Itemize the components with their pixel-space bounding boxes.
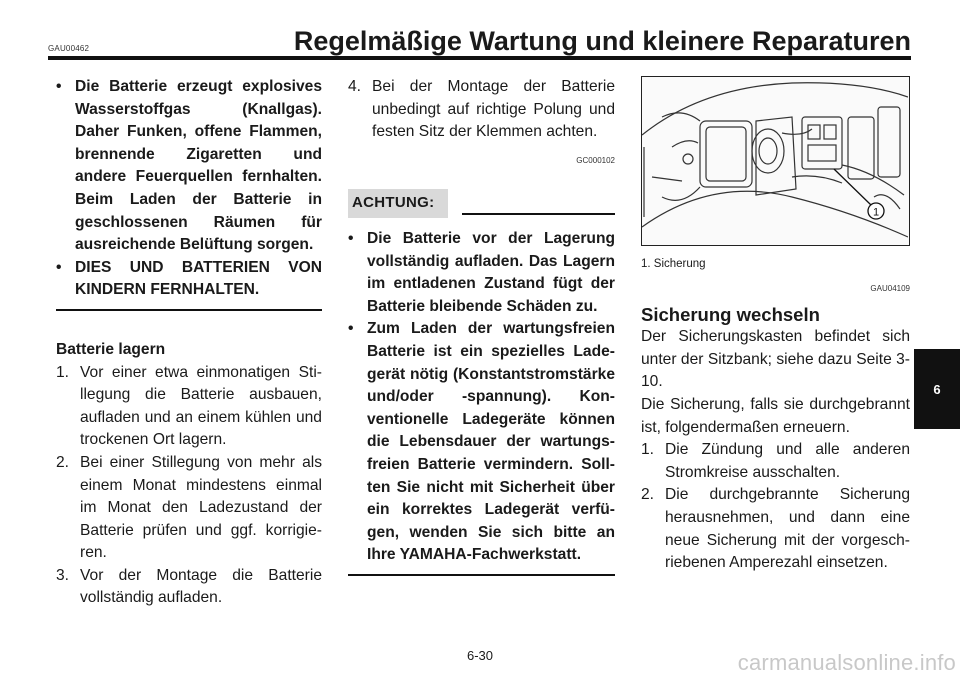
header-rule bbox=[48, 56, 911, 60]
step-number: 2. bbox=[56, 453, 70, 471]
warning-item: • DIES UND BATTERIEN VON KINDERN FERNHALTEN. bbox=[56, 257, 322, 302]
section-code-right: GAU04109 bbox=[870, 283, 910, 293]
caution-list bbox=[348, 228, 615, 567]
chapter-number: 6 bbox=[933, 381, 941, 397]
step-number: 2. bbox=[641, 486, 655, 504]
caution-header bbox=[348, 189, 615, 218]
figure-caption: 1. Sicherung bbox=[641, 258, 706, 270]
callout-leader bbox=[834, 169, 871, 205]
step-number: 4. bbox=[348, 78, 362, 95]
caution-item: • Zum Laden der wartungsfreien Batterie ist ein spezielles Ladegerät nötig (Konstantstromstärke und/oder -spannung). Konventionelle Ladegeräte können die Lebensdauer der wartungsfreien Batterie vermindern. Sollten Sie nicht mit Sicherheit über ein korrektes Ladegerät verfügen, wenden Sie sich bitte an Ihre YAMAHA-Fachwerkstatt. bbox=[348, 318, 615, 567]
caution-end-rule bbox=[348, 574, 615, 576]
list-item bbox=[641, 439, 910, 484]
storage-steps-continued bbox=[348, 76, 615, 144]
step-text: Vor der Montage die Batterie vollständig aufladen. bbox=[80, 566, 322, 607]
fuse-box-drawing bbox=[642, 77, 908, 244]
section-title: Sicherung wechseln bbox=[641, 304, 820, 326]
watermark: carmanualsonline.info bbox=[737, 650, 956, 675]
caution-label: ACHTUNG: bbox=[348, 189, 448, 218]
list-item bbox=[641, 484, 910, 574]
section-code: GAU00462 bbox=[48, 44, 90, 53]
caution-rule bbox=[462, 213, 615, 215]
fuse-box-figure bbox=[641, 76, 910, 246]
warning-list bbox=[56, 76, 322, 302]
page-number: 6-30 bbox=[466, 648, 494, 663]
step-number: 1. bbox=[641, 441, 655, 459]
warning-end-rule bbox=[56, 309, 322, 311]
list-item bbox=[348, 76, 615, 144]
storage-heading: Batterie lagern bbox=[56, 340, 166, 358]
column-right bbox=[641, 76, 910, 575]
page-title: Regelmäßige Wartung und kleinere Reparaturen bbox=[293, 26, 911, 56]
step-text: Die Zündung und alle anderen Stromkreise ausschalten. bbox=[665, 441, 910, 481]
paragraph: Die Sicherung, falls sie durchgebrannt ist, folgendermaßen erneuern. bbox=[641, 395, 910, 436]
step-text: Bei einer Stillegung von mehr als einem Monat mindestens einmal im Monat den Ladezustand der Batterie prüfen und ggf. korrigieren. bbox=[80, 453, 322, 562]
storage-steps bbox=[56, 362, 322, 611]
list-item bbox=[56, 452, 322, 565]
callout-number: 1 bbox=[872, 206, 880, 219]
step-number: 3. bbox=[56, 566, 70, 584]
warning-item: • Die Batterie erzeugt explosives Wasserstoffgas (Knallgas). Daher Funken, offene Flammen, brennende Zigaretten und andere Feuerquellen fernhalten. Beim Laden der Batterie in geschlossenen Räumen für ausreichende Belüftung sorgen. bbox=[56, 76, 322, 257]
step-number: 1. bbox=[56, 363, 70, 381]
paragraph: Der Sicherungskasten befindet sich unter der Sitzbank; siehe dazu Seite 3-10. bbox=[641, 328, 910, 391]
column-middle bbox=[348, 76, 615, 576]
caution-code: GC000102 bbox=[576, 155, 615, 165]
step-text: Die durchgebrannte Sicherung herausnehmen, und dann eine neue Sicherung mit der vorgeschriebenen Amperezahl einsetzen. bbox=[665, 486, 910, 572]
step-text: Bei der Montage der Batterie unbedingt auf richtige Polung und festen Sitz der Klemmen achten. bbox=[372, 78, 615, 141]
list-item bbox=[56, 362, 322, 452]
column-left bbox=[56, 76, 322, 610]
fuse-steps bbox=[641, 439, 910, 575]
list-item bbox=[56, 565, 322, 610]
chapter-tab bbox=[914, 349, 960, 429]
caution-item: • Die Batterie vor der Lagerung vollständig aufladen. Das Lagern im entladenen Zustand fügt der Batterie bleibende Schäden zu. bbox=[348, 228, 615, 318]
step-text: Vor einer etwa einmonatigen Stillegung die Batterie ausbauen, aufladen und an einem kühlen und trockenen Ort lagern. bbox=[80, 363, 322, 449]
